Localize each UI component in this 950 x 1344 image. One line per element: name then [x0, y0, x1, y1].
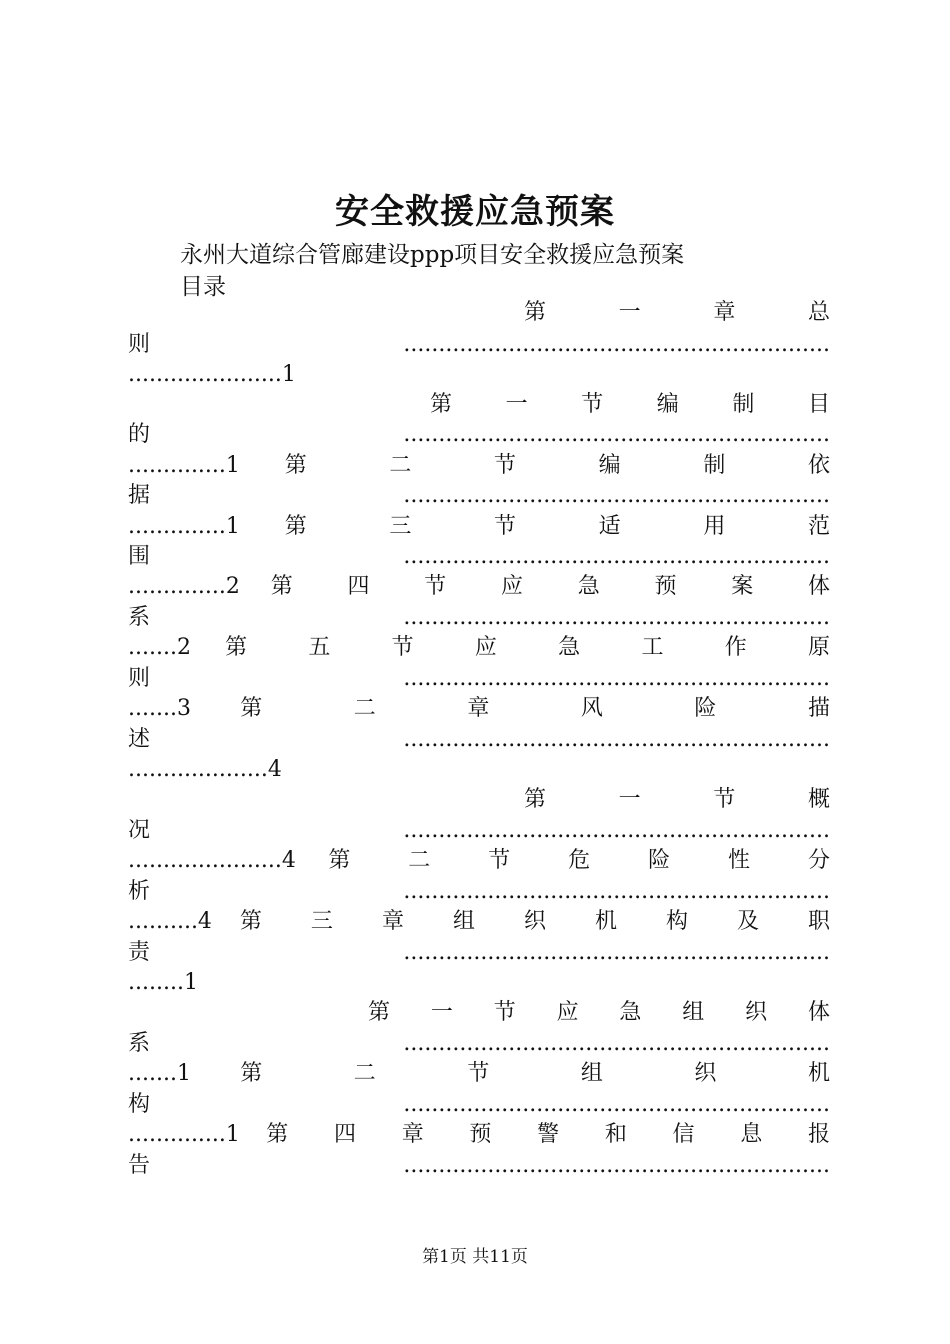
toc-line: ....................4: [128, 757, 282, 782]
toc-line: ......................1: [128, 362, 296, 387]
toc-line: ..........4 第 三 章 组 织 机 构 及 职: [128, 909, 830, 934]
toc-line: ..............1 第 三 节 适 用 范: [128, 514, 830, 539]
toc-line: ......................4 第 二 节 危 险 性 分: [128, 848, 830, 873]
page-footer: 第1页 共11页: [422, 1247, 528, 1267]
toc-line: 系.............................................................: [128, 1031, 830, 1056]
toc-line: 围.............................................................: [128, 544, 830, 569]
toc-line: ..............1 第 二 节 编 制 依: [128, 453, 830, 478]
toc-line: 构.............................................................: [128, 1092, 830, 1117]
toc-line: 第 一 节 概: [524, 787, 830, 812]
toc-line: 第 一 节 应 急 组 织 体: [368, 1000, 830, 1025]
toc-line: 系.............................................................: [128, 605, 830, 630]
document-subtitle: 永州大道综合管廊建设ppp项目安全救援应急预案: [180, 242, 685, 268]
toc-line: ..............2 第 四 节 应 急 预 案 体: [128, 574, 830, 599]
toc-line: ........1: [128, 970, 198, 995]
toc-line: 第 一 章 总: [524, 300, 830, 325]
toc-line: .......3 第 二 章 风 险 描: [128, 696, 830, 721]
toc-line: 况.............................................................: [128, 818, 830, 843]
toc-line: 则.............................................................: [128, 666, 830, 691]
toc-heading: 目录: [180, 274, 226, 300]
toc-line: 则.............................................................: [128, 332, 830, 357]
toc-line: 责.............................................................: [128, 940, 830, 965]
toc-line: 的.............................................................: [128, 422, 830, 447]
toc-line: ..............1 第 四 章 预 警 和 信 息 报: [128, 1122, 830, 1147]
toc-line: 告.............................................................: [128, 1153, 830, 1178]
toc-line: .......2 第 五 节 应 急 工 作 原: [128, 635, 830, 660]
toc-line: 据.............................................................: [128, 483, 830, 508]
toc-line: 述.............................................................: [128, 727, 830, 752]
toc-line: 析.............................................................: [128, 879, 830, 904]
document-title: 安全救援应急预案: [335, 192, 615, 232]
toc-line: .......1 第 二 节 组 织 机: [128, 1061, 830, 1086]
toc-line: 第 一 节 编 制 目: [430, 392, 830, 417]
